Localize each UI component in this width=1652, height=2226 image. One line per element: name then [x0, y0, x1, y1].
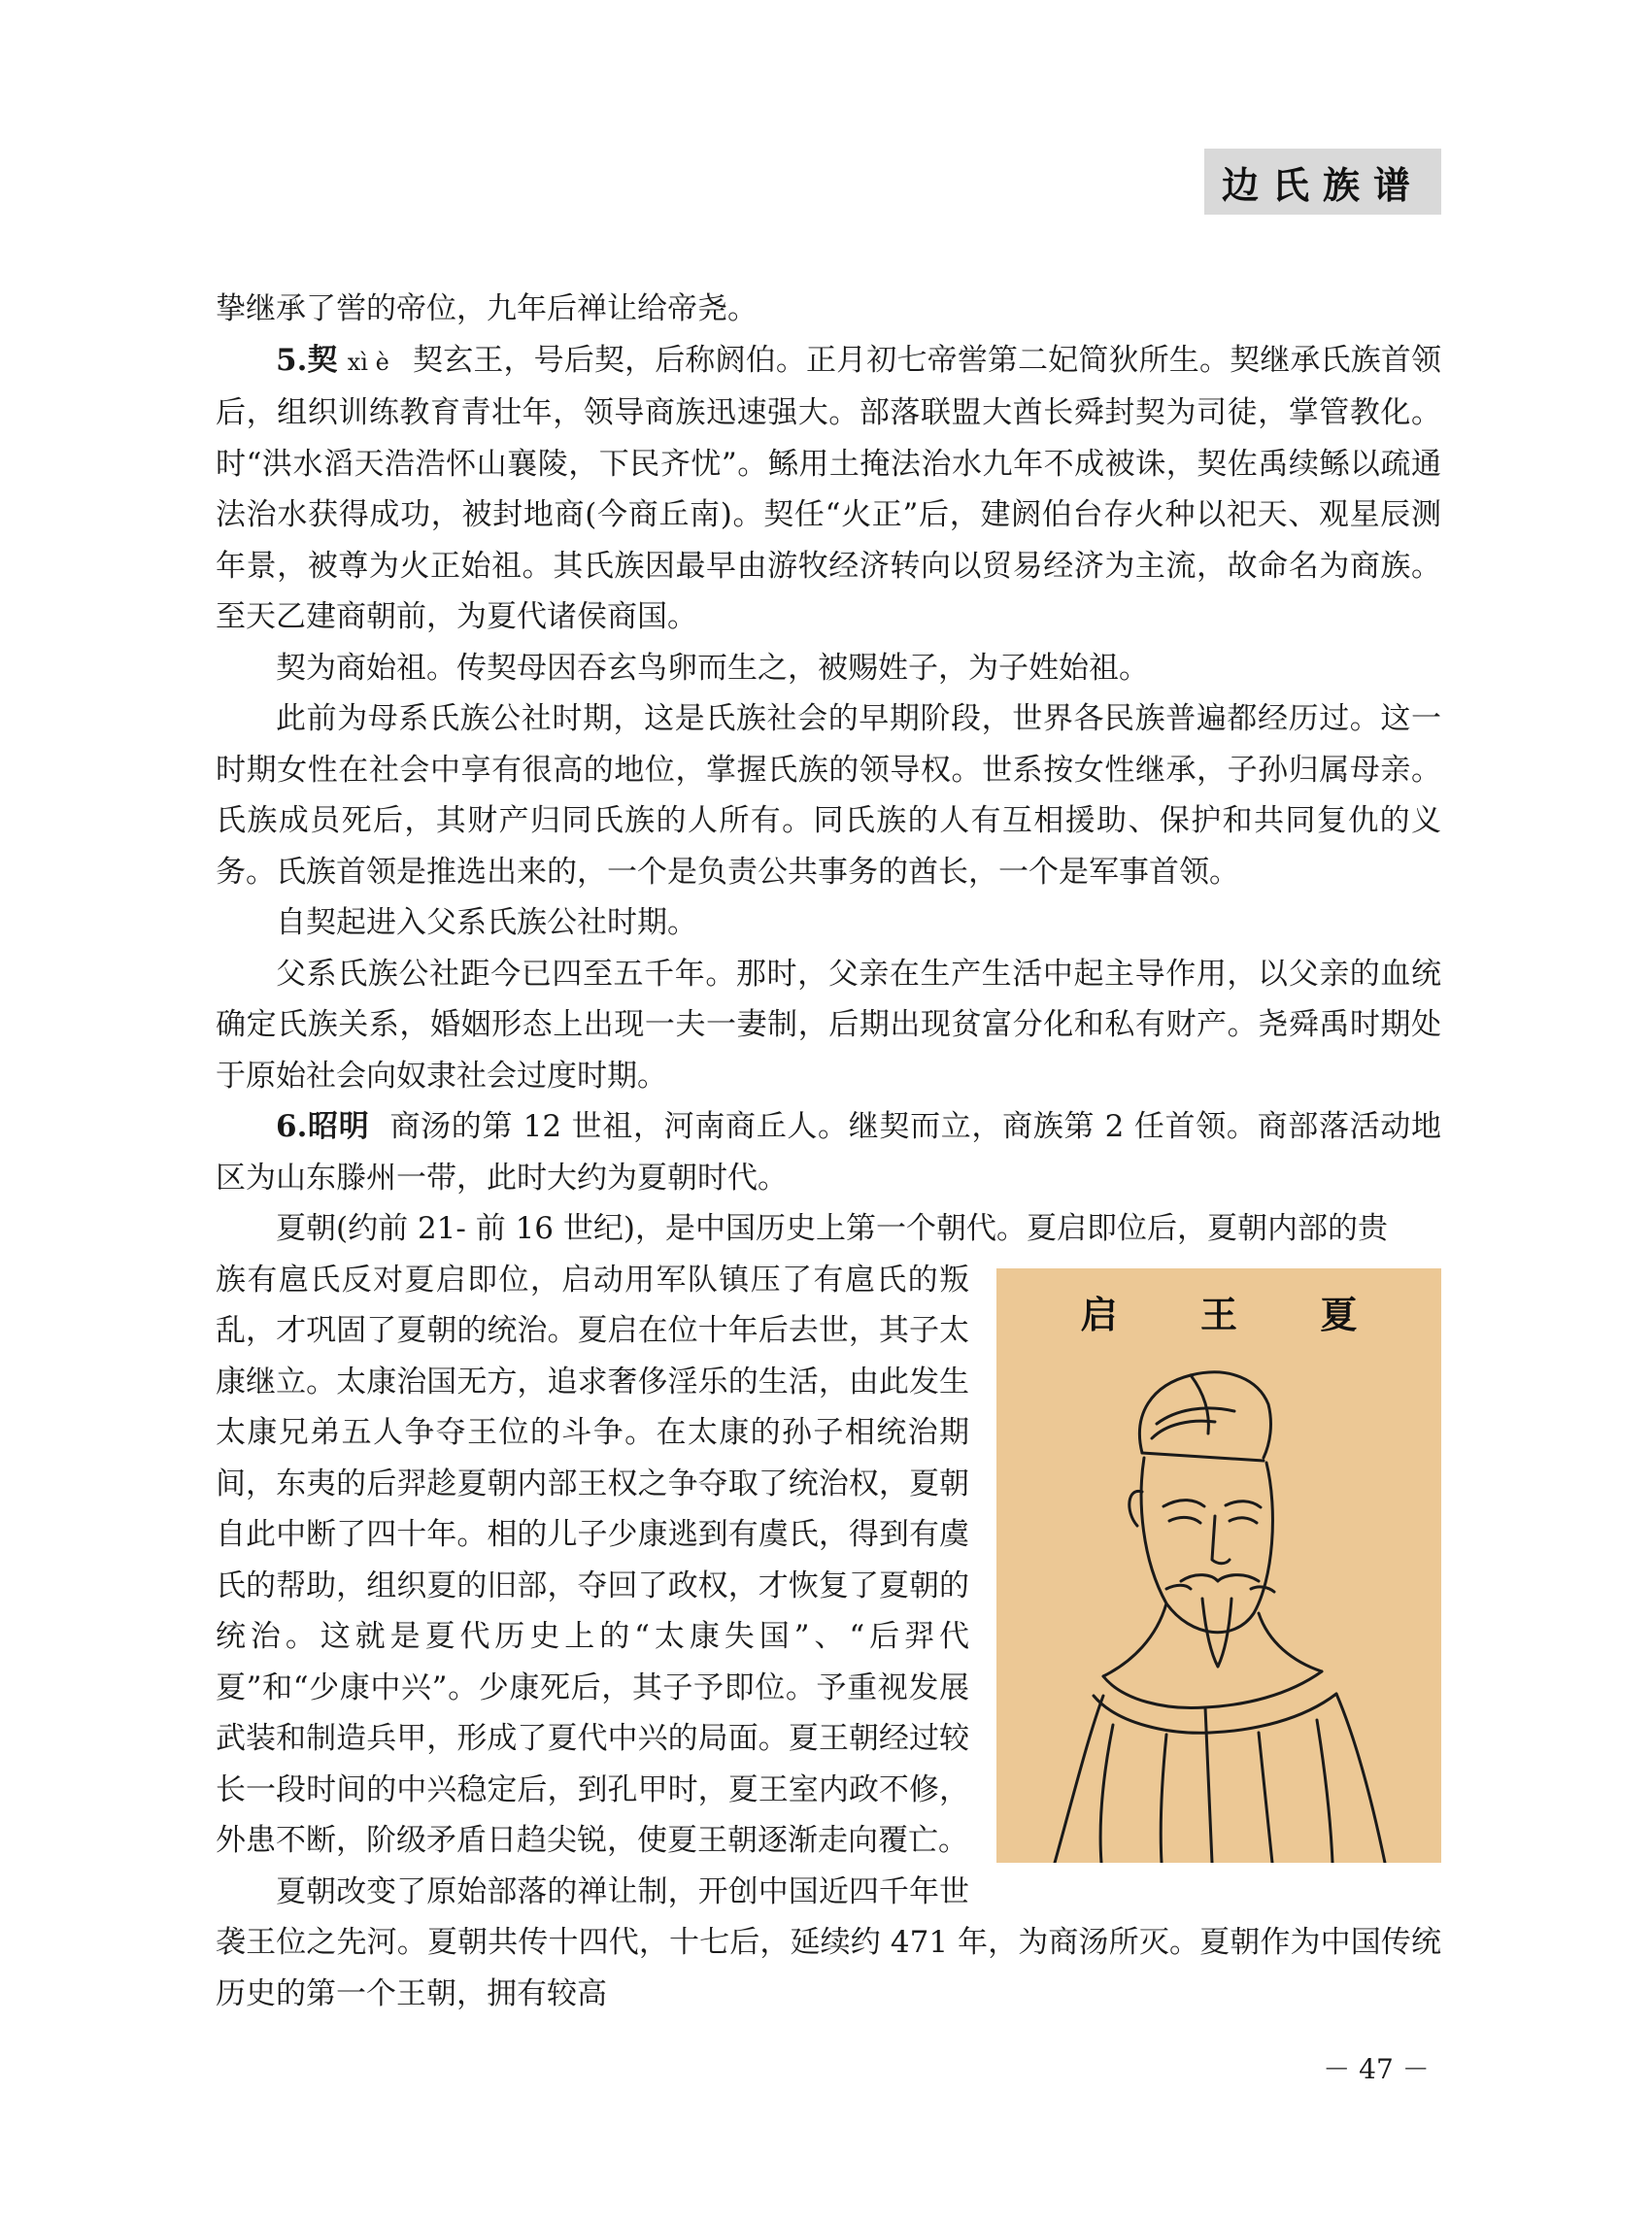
page-number: － 47 －	[1323, 2053, 1430, 2085]
paragraph: 此前为母系氏族公社时期，这是氏族社会的早期阶段，世界各民族普遍都经历过。这一时期女性在社会中享有很高的地位，掌握氏族的领导权。世系按女性继承，子孙归属母亲。氏族成员死后，其财产归同氏族的人所有。同氏族的人有互相援助、保护和共同复仇的义务。氏族首领是推选出来的，一个是负责公共事务的酋长，一个是军事首领。	[216, 701, 1441, 890]
header-title: 边氏族谱	[1204, 149, 1441, 215]
paragraph: 挚继承了喾的帝位，九年后禅让给帝尧。	[216, 291, 758, 326]
paragraph-text: 商汤的第 12 世祖，河南商丘人。继契而立，商族第 2 任首领。商部落活动地区为山东滕州一带，此时大约为夏朝时代。	[216, 1109, 1441, 1196]
portrait-caption-char: 王	[1199, 1292, 1237, 1336]
portrait-caption-char: 夏	[1320, 1292, 1358, 1336]
section-heading: 6.昭明	[276, 1109, 370, 1144]
section-heading: 5.契	[276, 342, 338, 378]
portrait-image	[996, 1268, 1441, 1863]
paragraph: 族有扈氏反对夏启即位，启动用军队镇压了有扈氏的叛乱，才巩固了夏朝的统治。夏启在位十年后去世，其子太康继立。太康治国无方，追求奢侈淫乐的生活，由此发生太康兄弟五人争夺王位的斗争。在太康的孙子相统治期间，东夷的后羿趁夏朝内部王权之争夺取了统治权，夏朝自此中断了四十年。相的儿子少康逃到有虞氏，得到有虞氏的帮助，组织夏的旧部，夺回了政权，才恢复了夏朝的统治。这就是夏代历史上的“太康失国”、“后羿代夏”和“少康中兴”。少康死后，其子予即位。予重视发展武装和制造兵甲，形成了夏代中兴的局面。夏王朝经过较长一段时间的中兴稳定后，到孔甲时，夏王室内政不修，外患不断，阶级矛盾日趋尖锐，使夏王朝逐渐走向覆亡。	[216, 1262, 969, 1858]
paragraph: 契为商始祖。传契母因吞玄鸟卵而生之，被赐姓子，为子姓始祖。	[276, 650, 1149, 686]
paragraph: 夏朝改变了原始部落的禅让制，开创中国近四千年世袭王位之先河。夏朝共传十四代，十七后，延续约 471 年，为商汤所灭。夏朝作为中国传统历史的第一个王朝，拥有较高	[216, 1873, 1441, 2011]
paragraph: 自契起进入父系氏族公社时期。	[276, 905, 697, 940]
pinyin-annotation: xì è	[347, 348, 389, 376]
portrait-caption-char: 启	[1080, 1292, 1118, 1336]
paragraph	[216, 335, 1441, 643]
paragraph: 父系氏族公社距今已四至五千年。那时，父亲在生产生活中起主导作用，以父亲的血统确定氏族关系，婚姻形态上出现一夫一妻制，后期出现贫富分化和私有财产。尧舜禹时期处于原始社会向奴隶社会过度时期。	[216, 956, 1441, 1094]
emperor-portrait-drawing	[996, 1268, 1441, 1863]
main-text	[216, 284, 1441, 2019]
paragraph-text: 契玄王，号后契，后称阏伯。正月初七帝喾第二妃简狄所生。契继承氏族首领后，组织训练教育青壮年，领导商族迅速强大。部落联盟大酋长舜封契为司徒，掌管教化。时“洪水滔天浩浩怀山襄陵，下民齐忧”。鲧用土掩法治水九年不成被诛，契佐禹续鲧以疏通法治水获得成功，被封地商(今商丘南)。契任“火正”后，建阏伯台存火种以祀天、观星辰测年景，被尊为火正始祖。其氏族因最早由游牧经济转向以贸易经济为主流，故命名为商族。至天乙建商朝前，为夏代诸侯商国。	[216, 342, 1442, 634]
paragraph	[216, 1101, 1441, 1203]
paragraph: 夏朝(约前 21- 前 16 世纪)，是中国历史上第一个朝代。夏启即位后，夏朝内部的贵	[276, 1211, 1388, 1246]
